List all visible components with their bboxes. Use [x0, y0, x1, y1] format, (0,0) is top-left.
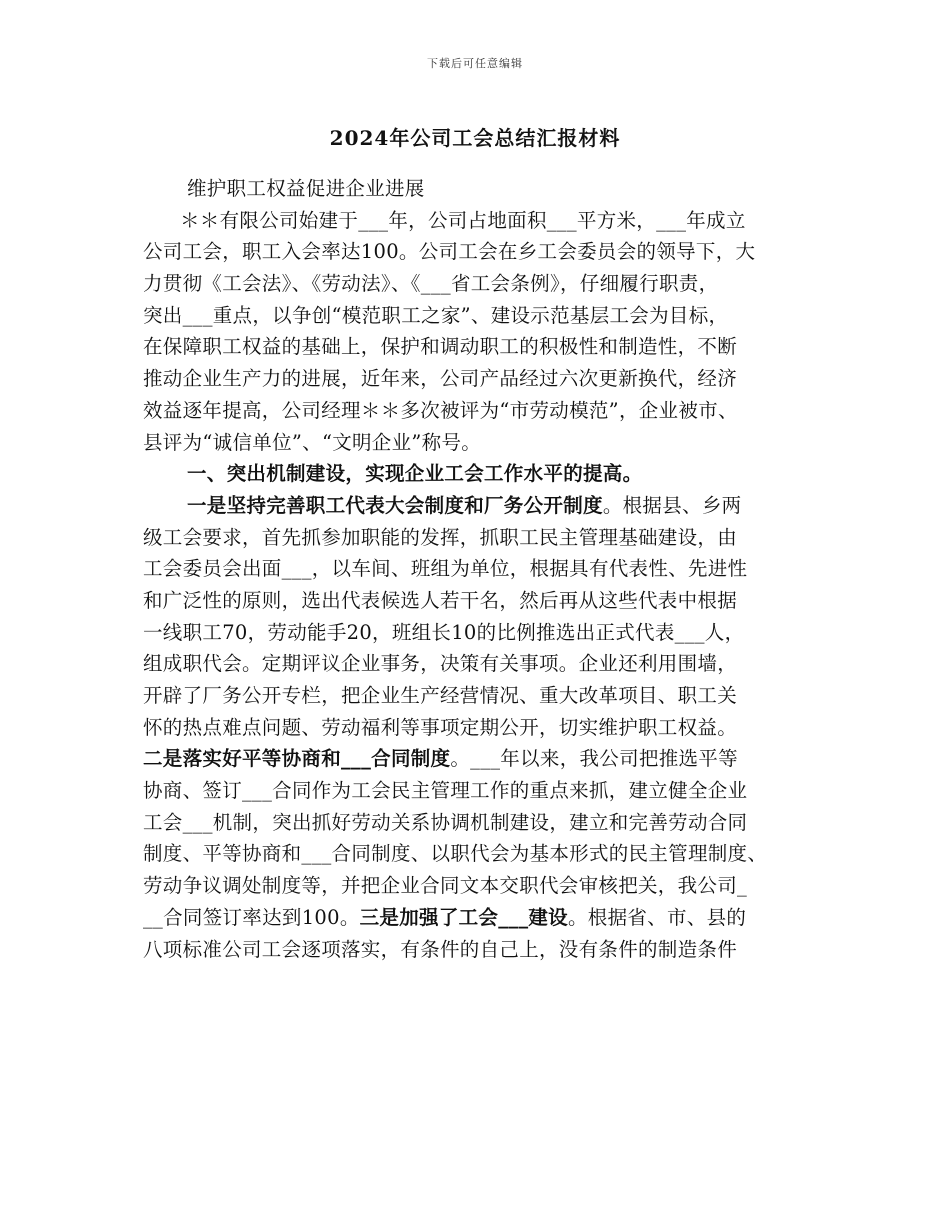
header-note: 下载后可任意编辑: [427, 57, 523, 70]
bold-point-1: 一是坚持完善职工代表大会制度和厂务公开制度: [187, 493, 603, 517]
body-line: 工会委员会出面___，以车间、班组为单位，根据具有代表性、先进性: [143, 557, 748, 581]
document-title: 2024年公司工会总结汇报材料: [329, 126, 621, 150]
body-line: 推动企业生产力的进展，近年来，公司产品经过六次更新换代，经济: [143, 367, 738, 391]
body-line: 组成职代会。定期评议企业事务，决策有关事项。企业还利用围墙，: [143, 652, 738, 676]
body-line: 怀的热点难点问题、劳动福利等事项定期公开，切实维护职工权益。: [143, 715, 738, 739]
body-line: [143, 743, 833, 775]
body-line: 公司工会，职工入会率达100。公司工会在乡工会委员会的领导下，大: [143, 240, 756, 264]
body-line: 协商、签订___合同作为工会民主管理工作的重点来抓，建立健全企业: [143, 779, 748, 803]
body-line: 力贯彻《工会法》、《劳动法》、《___省工会条例》，仔细履行职责，: [143, 272, 719, 296]
body-line: 工会___机制，突出抓好劳动关系协调机制建设，建立和完善劳动合同: [143, 810, 748, 834]
body-line: 效益逐年提高，公司经理＊＊多次被评为“市劳动模范”，企业被市、: [143, 398, 738, 422]
body-line: 突出___重点，以争创“模范职工之家”、建设示范基层工会为目标，: [143, 303, 729, 327]
body-line: 开辟了厂务公开专栏，把企业生产经营情况、重大改革项目、职工关: [143, 684, 738, 707]
body-line: 级工会要求，首先抓参加职能的发挥，抓职工民主管理基础建设，由: [143, 525, 738, 549]
body-line: 一线职工70，劳动能手20，班组长10的比例推选出正式代表___人，: [143, 620, 745, 644]
bold-point-3: 三是加强了工会___建设: [359, 905, 568, 929]
subtitle-line: 维护职工权益促进企业进展: [187, 177, 425, 200]
body-line: 八项标准公司工会逐项落实，有条件的自己上，没有条件的制造条件: [143, 937, 738, 961]
body-line-rest: 。___年以来，我公司把推选平等: [450, 747, 738, 771]
section-heading: 一、突出机制建设，实现企业工会工作水平的提高。: [187, 462, 643, 486]
body-line: ＊＊有限公司始建于___年，公司占地面积___平方米，___年成立: [180, 208, 746, 232]
body-line: 县评为“诚信单位”、“文明企业”称号。: [143, 430, 482, 454]
bold-point-2: 二是落实好平等协商和___合同制度: [143, 747, 451, 771]
body-line: 和广泛性的原则，选出代表候选人若干名，然后再从这些代表中根据: [143, 588, 738, 612]
body-line: 制度、平等协商和___合同制度、以职代会为基本形式的民主管理制度、: [143, 842, 768, 866]
body-line: [143, 490, 833, 522]
document-body: [143, 173, 833, 965]
body-line: 劳动争议调处制度等，并把企业合同文本交职代会审核把关，我公司_: [143, 874, 748, 898]
body-line: 在保障职工权益的基础上，保护和调动职工的积极性和制造性，不断: [143, 335, 738, 359]
body-line: [143, 902, 833, 934]
body-line-rest: 。根据省、市、县的: [567, 905, 747, 929]
body-line-start: __合同签订率达到100。: [143, 905, 360, 929]
body-line-rest: 。根据县、乡两: [602, 493, 742, 517]
